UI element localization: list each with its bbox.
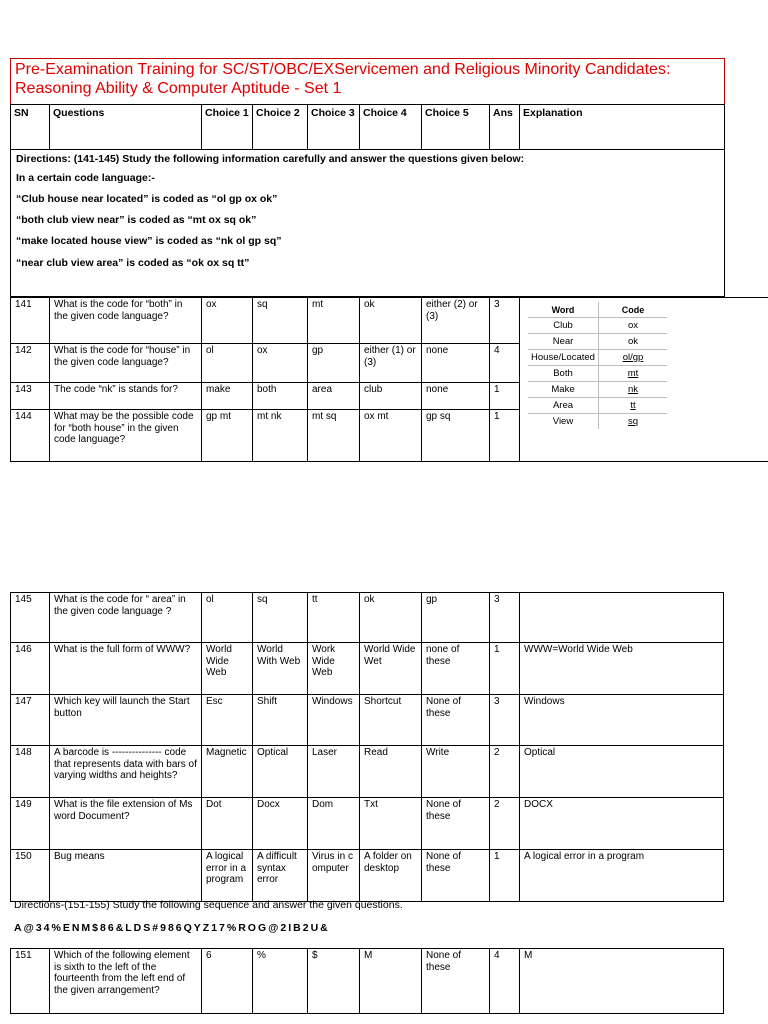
- cell-choice5: None of these: [422, 850, 490, 902]
- cell-ans: 3: [490, 593, 520, 643]
- table-header: [10, 104, 725, 150]
- cell-question: A barcode is --------------- code that represents data with bars of varying widths and heights?: [50, 746, 202, 798]
- cell-question: What is the code for “house” in the given code language?: [50, 344, 202, 383]
- cell-choice4: M: [360, 949, 422, 1014]
- cell-sn: 147: [11, 695, 50, 746]
- cell-choice5: None of these: [422, 798, 490, 850]
- cell-choice4: Read: [360, 746, 422, 798]
- cell-choice3: Dom: [308, 798, 360, 850]
- cell-choice4: Txt: [360, 798, 422, 850]
- questions-table-3: [10, 948, 724, 1014]
- cell-choice1: Magnetic: [202, 746, 253, 798]
- cell-choice2: sq: [253, 593, 308, 643]
- cell-sn: 142: [11, 344, 50, 383]
- cell-explanation: [520, 593, 724, 643]
- cell-choice2: ox: [253, 344, 308, 383]
- code-word: Make: [528, 382, 599, 398]
- code-word: House/Located: [528, 350, 599, 366]
- cell-choice1: 6: [202, 949, 253, 1014]
- cell-choice5: None of these: [422, 949, 490, 1014]
- cell-explanation: DOCX: [520, 798, 724, 850]
- cell-choice2: A difficult syntax error: [253, 850, 308, 902]
- code-line-3: “make located house view” is coded as “nk ol gp sq”: [16, 235, 282, 247]
- cell-choice5: either (2) or (3): [422, 298, 490, 344]
- code-table-row: [528, 398, 667, 414]
- cell-choice2: Shift: [253, 695, 308, 746]
- header-explanation: Explanation: [523, 107, 583, 119]
- code-word: Near: [528, 334, 599, 350]
- cell-choice3: mt sq: [308, 410, 360, 462]
- cell-choice2: mt nk: [253, 410, 308, 462]
- cell-sn: 143: [11, 383, 50, 410]
- cell-choice1: Dot: [202, 798, 253, 850]
- header-choice3: Choice 3: [308, 105, 360, 149]
- code-word: View: [552, 416, 574, 427]
- directions-2: [10, 899, 723, 911]
- cell-question: What is the code for “ area” in the given code language ?: [50, 593, 202, 643]
- cell-choice2: Docx: [253, 798, 308, 850]
- code-word: Both: [528, 366, 599, 382]
- code-table-row: [528, 414, 667, 430]
- cell-choice2: both: [253, 383, 308, 410]
- cell-question: What is the file extension of Ms word Document?: [50, 798, 202, 850]
- cell-question: Which key will launch the Start button: [50, 695, 202, 746]
- cell-choice1: ol: [202, 344, 253, 383]
- cell-choice4: ok: [360, 298, 422, 344]
- cell-explanation: Windows: [520, 695, 724, 746]
- directions-intro: In a certain code language:-: [16, 172, 155, 184]
- header-choice5: Choice 5: [422, 105, 490, 149]
- cell-choice1: A logical error in a program: [202, 850, 253, 902]
- sequence-text: A@34%ENM$86&LDS#986QYZ17%ROG@2IB2U&: [14, 922, 330, 934]
- header-ans: Ans: [490, 105, 520, 149]
- table-row: [11, 798, 724, 850]
- code-value: tt: [599, 398, 668, 414]
- table-row: [11, 593, 724, 643]
- directions-2-text: Directions-(151-155) Study the following sequence and answer the given questions.: [14, 899, 403, 911]
- cell-question: Which of the following element is sixth to the left of the fourteenth from the left end of the given arrangement?: [50, 949, 202, 1014]
- cell-choice5: None of these: [422, 695, 490, 746]
- header-sn: SN: [11, 105, 50, 149]
- document-title: Pre-Examination Training for SC/ST/OBC/EXServicemen and Religious Minority Candidates: Reasoning Ability & Computer Aptitude - Set 1: [15, 61, 671, 97]
- cell-ans: 1: [490, 383, 520, 410]
- cell-choice3: Laser: [308, 746, 360, 798]
- code-line-4: “near club view area” is coded as “ok ox sq tt”: [16, 257, 250, 269]
- cell-choice4: club: [360, 383, 422, 410]
- cell-choice2: Optical: [253, 746, 308, 798]
- cell-choice4: World Wide Wet: [360, 643, 422, 695]
- cell-choice1: Esc: [202, 695, 253, 746]
- code-line-2: “both club view near” is coded as “mt ox sq ok”: [16, 214, 257, 226]
- table-row: [11, 746, 724, 798]
- cell-sn: 148: [11, 746, 50, 798]
- cell-choice5: gp sq: [422, 410, 490, 462]
- cell-sn: 145: [11, 593, 50, 643]
- header-choice4: Choice 4: [360, 105, 422, 149]
- cell-choice4: ox mt: [360, 410, 422, 462]
- code-head-word: Word: [528, 302, 599, 318]
- directions-heading: Directions: (141-145) Study the following information carefully and answer the questions given below:: [16, 153, 525, 165]
- cell-choice5: none: [422, 344, 490, 383]
- table-row: [11, 643, 724, 695]
- header-choice1: Choice 1: [202, 105, 253, 149]
- table-row: [11, 850, 724, 902]
- table-row: [11, 695, 724, 746]
- cell-choice2: %: [253, 949, 308, 1014]
- code-value: ok: [599, 334, 668, 350]
- code-value: sq: [599, 414, 668, 430]
- cell-choice3: tt: [308, 593, 360, 643]
- code-word: Club: [528, 318, 599, 334]
- cell-ans: 1: [490, 850, 520, 902]
- cell-ans: 3: [490, 298, 520, 344]
- cell-sn: 146: [11, 643, 50, 695]
- cell-ans: 1: [490, 410, 520, 462]
- cell-choice5: gp: [422, 593, 490, 643]
- cell-sn: 150: [11, 850, 50, 902]
- header-questions: Questions: [50, 105, 202, 149]
- code-table-row: [528, 334, 667, 350]
- cell-choice2: sq: [253, 298, 308, 344]
- cell-choice4: ok: [360, 593, 422, 643]
- cell-explanation: Optical: [520, 746, 724, 798]
- code-line-1: “Club house near located” is coded as “ol gp ox ok”: [16, 193, 278, 205]
- cell-choice5: Write: [422, 746, 490, 798]
- cell-sn: 151: [11, 949, 50, 1014]
- cell-choice1: ol: [202, 593, 253, 643]
- cell-choice5: none: [422, 383, 490, 410]
- code-table-row: [528, 366, 667, 382]
- code-table-row: [528, 350, 667, 366]
- code-word: Area: [528, 398, 599, 414]
- code-value: ol/gp: [599, 350, 668, 366]
- cell-choice1: World Wide Web: [202, 643, 253, 695]
- code-mapping-table: [528, 302, 667, 429]
- cell-question: What is the code for “both” in the given code language?: [50, 298, 202, 344]
- code-value: nk: [599, 382, 668, 398]
- cell-ans: 3: [490, 695, 520, 746]
- header-choice2: Choice 2: [253, 105, 308, 149]
- directions-box: [10, 148, 725, 297]
- cell-explanation: WWW=World Wide Web: [520, 643, 724, 695]
- cell-explanation: A logical error in a program: [520, 850, 724, 902]
- cell-question: Bug means: [50, 850, 202, 902]
- cell-choice3: Virus in computer: [308, 850, 360, 902]
- sequence-row: [10, 922, 723, 934]
- table-row: [11, 949, 724, 1014]
- cell-ans: 1: [490, 643, 520, 695]
- code-table-row: [528, 318, 667, 334]
- code-head-code: Code: [599, 302, 668, 318]
- cell-sn: 149: [11, 798, 50, 850]
- cell-choice4: either (1) or (3): [360, 344, 422, 383]
- cell-sn: 144: [11, 410, 50, 462]
- cell-choice3: mt: [308, 298, 360, 344]
- cell-sn: 141: [11, 298, 50, 344]
- code-table-row: [528, 382, 667, 398]
- cell-choice3: Windows: [308, 695, 360, 746]
- cell-choice4: A folder on desktop: [360, 850, 422, 902]
- cell-choice5: none of these: [422, 643, 490, 695]
- cell-choice3: area: [308, 383, 360, 410]
- cell-choice1: ox: [202, 298, 253, 344]
- code-value: mt: [599, 366, 668, 382]
- code-table-head: [528, 302, 667, 318]
- cell-choice2: World With Web: [253, 643, 308, 695]
- cell-choice4: Shortcut: [360, 695, 422, 746]
- cell-choice3: Work Wide Web: [308, 643, 360, 695]
- cell-ans: 4: [490, 344, 520, 383]
- code-value: ox: [599, 318, 668, 334]
- cell-choice3: gp: [308, 344, 360, 383]
- cell-question: The code “nk” is stands for?: [50, 383, 202, 410]
- title-box: [10, 58, 725, 105]
- questions-table-2: [10, 592, 724, 902]
- cell-choice1: make: [202, 383, 253, 410]
- cell-ans: 4: [490, 949, 520, 1014]
- cell-question: What is the full form of WWW?: [50, 643, 202, 695]
- cell-choice1: gp mt: [202, 410, 253, 462]
- cell-explanation: M: [520, 949, 724, 1014]
- cell-ans: 2: [490, 746, 520, 798]
- cell-question: What may be the possible code for “both house” in the given code language?: [50, 410, 202, 462]
- cell-choice3: $: [308, 949, 360, 1014]
- cell-ans: 2: [490, 798, 520, 850]
